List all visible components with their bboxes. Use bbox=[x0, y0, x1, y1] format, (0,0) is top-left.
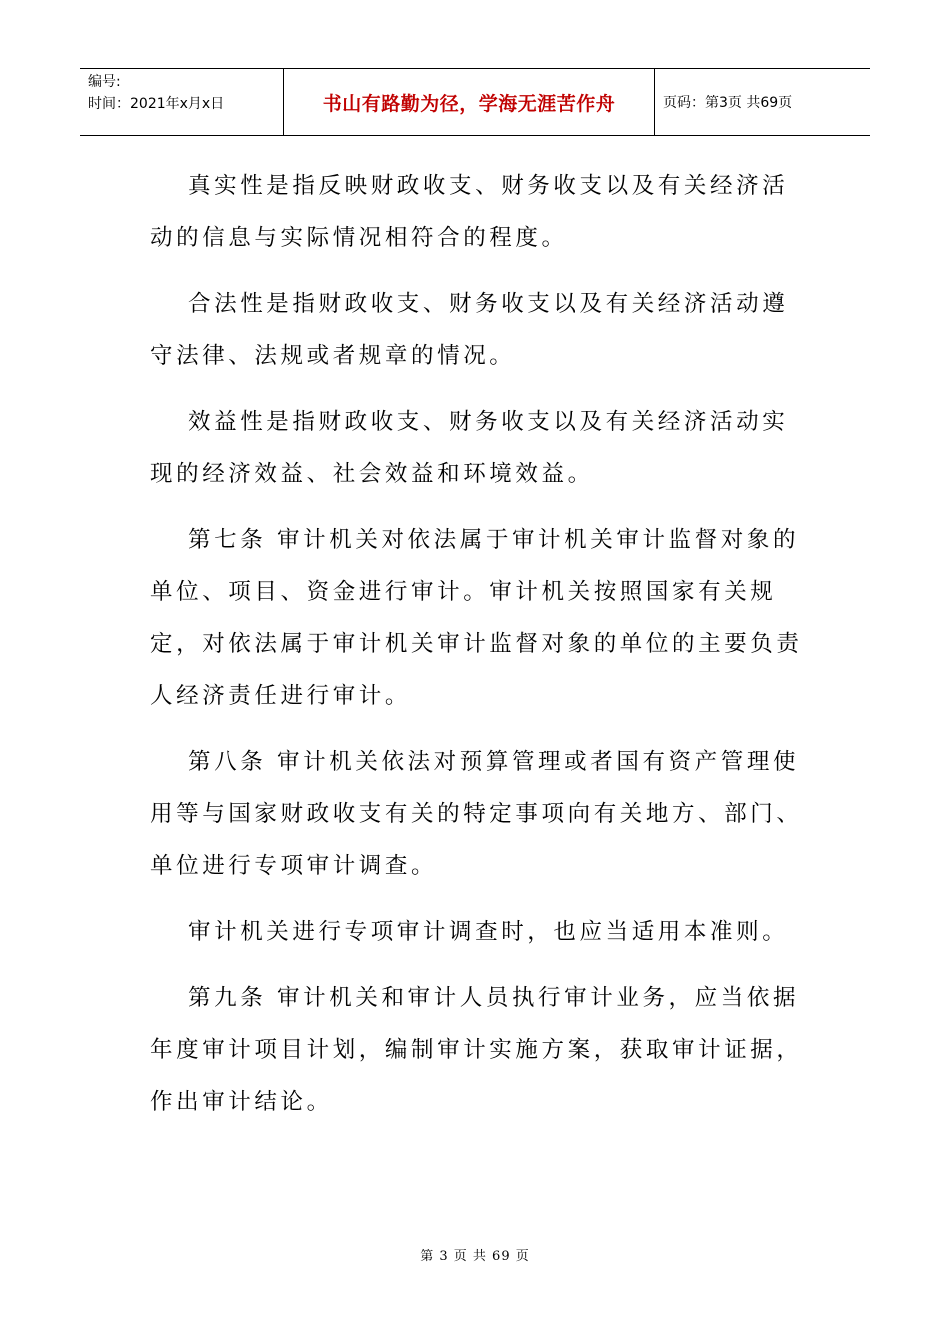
document-date: 时间：2021年x月x日 bbox=[88, 96, 225, 112]
header-motto: 书山有路勤为径，学海无涯苦作舟 bbox=[322, 92, 616, 115]
paragraph-legality: 合法性是指财政收支、财务收支以及有关经济活动遵守法律、法规或者规章的情况。 bbox=[150, 291, 789, 369]
document-header bbox=[80, 68, 870, 136]
paragraph-special-audit: 审计机关进行专项审计调查时，也应当适用本准则。 bbox=[188, 919, 789, 945]
header-page-info: 页码：第3页 共69页 bbox=[663, 95, 793, 111]
paragraph-article-8: 第八条 审计机关依法对预算管理或者国有资产管理使用等与国家财政收支有关的特定事项向有关地方、部门、单位进行专项审计调查。 bbox=[150, 749, 803, 879]
header-page-cell bbox=[655, 69, 870, 135]
page-footer: 第 3 页 共 69 页 bbox=[420, 1249, 530, 1264]
paragraph-effectiveness: 效益性是指财政收支、财务收支以及有关经济活动实现的经济效益、社会效益和环境效益。 bbox=[150, 409, 789, 487]
document-number-label: 编号: bbox=[88, 74, 121, 90]
header-motto-cell bbox=[283, 69, 655, 135]
document-body bbox=[150, 160, 810, 1142]
header-meta-cell bbox=[80, 69, 283, 135]
paragraph-article-9: 第九条 审计机关和审计人员执行审计业务，应当依据年度审计项目计划，编制审计实施方案，获取审计证据，作出审计结论。 bbox=[150, 985, 803, 1115]
paragraph-authenticity: 真实性是指反映财政收支、财务收支以及有关经济活动的信息与实际情况相符合的程度。 bbox=[150, 173, 789, 251]
paragraph-article-7: 第七条 审计机关对依法属于审计机关审计监督对象的单位、项目、资金进行审计。审计机关按照国家有关规定，对依法属于审计机关审计监督对象的单位的主要负责人经济责任进行审计。 bbox=[150, 527, 803, 709]
